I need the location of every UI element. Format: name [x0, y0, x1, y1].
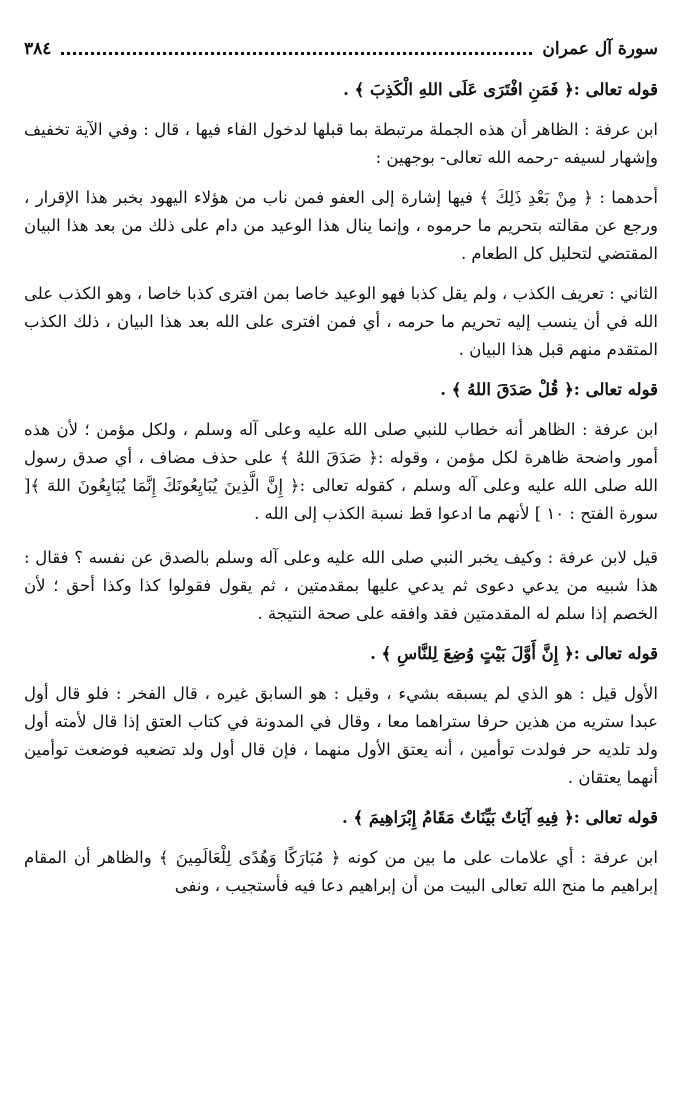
commentary-paragraph-3: الثاني : تعريف الكذب ، ولم يقل كذبا فهو الوعيد خاصا بمن افترى كذبا خاصا ، وهو الكذب على الله في أن ينسب إليه تحريم ما حرمه ، أي فمن افترى على الله بعد هذا البيان ، ذلك الكذب المتقدم منهم قبل هذا البيان . [23, 284, 658, 359]
commentary-paragraph-5: قيل لابن عرفة : وكيف يخبر النبي صلى الله عليه وعلى آله وسلم بالصدق عن نفسه ؟ فقال : هذا شبيه من يدعي دعوى ثم يدعي عليها بمقدمتين ، ثم يقول فقولوا كذا وكذا أحق ؛ لأن الخصم إذا سلم له المقدمتين فقد وافقه على صحة النتيجة . [24, 548, 658, 623]
page-header [24, 34, 658, 64]
header-dotted-separator [61, 52, 532, 55]
verse-heading-3: قوله تعالى :﴿ إِنَّ أَوَّلَ بَيْتٍ وُضِعَ لِلنَّاسِ ﴾ . [370, 644, 658, 663]
commentary-paragraph-2: أحدهما : ﴿ مِنْ بَعْدِ ذَلِكَ ﴾ فيها إشارة إلى العفو فمن ناب من هؤلاء اليهود بخبر هذا الإقرار ، ورجع عن مقالته بتحريم ما حرموه ، وإنما ينال هذا الوعيد من دام على ذلك من بعد هذا البيان المقتضي لتحليل كل الطعام . [24, 188, 658, 263]
commentary-paragraph-7: ابن عرفة : أي علامات على ما بين من كونه ﴿ مُبَارَكًا وَهُدًى لِلْعَالَمِينَ ﴾ والظاهر أن المقام إبراهيم ما منح الله تعالى البيت من أن إبراهيم دعا فيه فأستجيب ، ونفى [24, 848, 658, 895]
page-number: ٣٨٤ [24, 39, 52, 59]
verse-heading-1: قوله تعالى :﴿ فَمَنِ افْتَرَى عَلَى اللهِ الْكَذِبَ ﴾ . [343, 80, 658, 99]
surah-title: سورة آل عمران [542, 39, 658, 59]
commentary-paragraph-6: الأول قيل : هو الذي لم يسبقه بشيء ، وقيل : هو السابق غيره ، قال الفخر : فلو قال أول عبدا ستريه من هذين حرفا ستراهما معا ، وقال في المدونة في كتاب العتق إذا قال لأمته أول ولد تلديه حر فولدت توأمين ، أنه يعتق الأول منهما ، فإن قال أول ولد تضعيه فوضعت توأمين أنهما يعتقان . [24, 684, 658, 787]
commentary-paragraph-4: ابن عرفة : الظاهر أنه خطاب للنبي صلى الله عليه وعلى آله وسلم ، ولكل مؤمن ؛ لأن هذه أمور واضحة ظاهرة لكل مؤمن ، وقوله :﴿ صَدَقَ اللهُ ﴾ على حذف مضاف ، أي صدق رسول الله صلى الله عليه وعلى آله وسلم ، كقوله تعالى :﴿ إِنَّ الَّذِينَ يُبَايِعُونَكَ إِنَّمَا يُبَايِعُونَ اللهَ ﴾[ سورة الفتح : ١٠ ] لأنهم ما ادعوا قط نسبة الكذب إلى الله . [24, 420, 658, 523]
commentary-paragraph-1: ابن عرفة : الظاهر أن هذه الجملة مرتبطة بما قبلها لدخول الفاء فيها ، قال : وفي الآية تخفيف وإشهار لسيفه -رحمه الله تعالى- بوجهين : [24, 120, 658, 167]
verse-heading-2: قوله تعالى :﴿ قُلْ صَدَقَ اللهُ ﴾ . [440, 380, 658, 399]
page-body [24, 76, 658, 912]
verse-heading-4: قوله تعالى :﴿ فِيهِ آيَاتٌ بَيِّنَاتٌ مَقَامُ إِبْرَاهِيمَ ﴾ . [341, 808, 658, 827]
